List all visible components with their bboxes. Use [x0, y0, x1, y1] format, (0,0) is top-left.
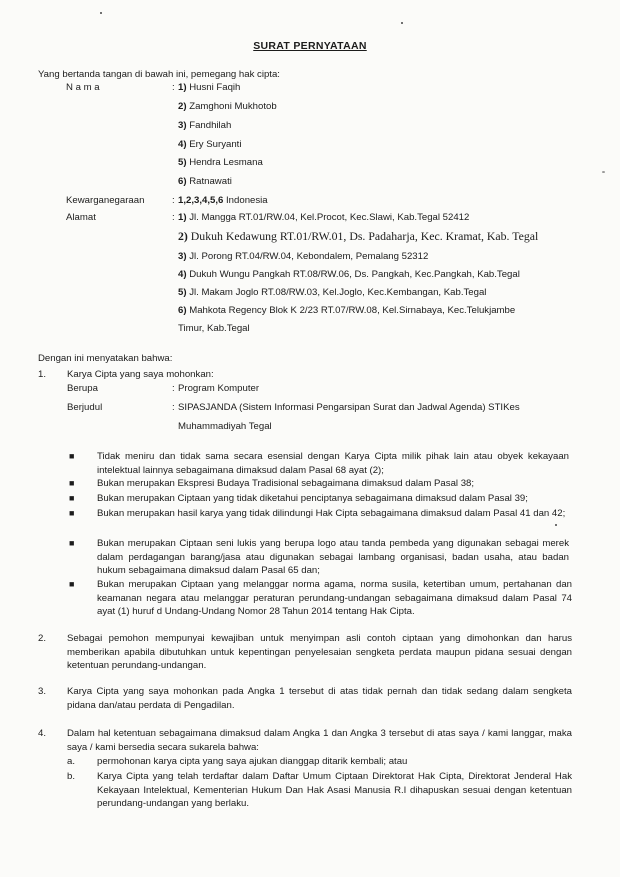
scan-speck [555, 524, 557, 526]
item-number: 3. [38, 686, 47, 697]
bullet-item: Tidak meniru dan tidak sama secara esensial dengan Karya Cipta milik pihak lain atau obyek kekayaan intelektual lainnya sebagaimana dimaksud dalam Pasal 68 ayat (2); [97, 451, 569, 476]
bullet-item: Bukan merupakan Ciptaan yang tidak diketahui penciptanya sebagaimana dimaksud dalam Pasal 39; [97, 493, 528, 504]
scan-speck [401, 22, 403, 24]
bullet-item: Bukan merupakan Ekspresi Budaya Tradisional sebagaimana dimaksud dalam Pasal 38; [97, 478, 475, 489]
item4-text: Dalam hal ketentuan sebagaimana dimaksud dalam Angka 1 dan Angka 3 tersebut di atas saya / kami langgar, maka saya / kami bersedia secara sukarela bahwa: [67, 728, 572, 753]
statement-intro: Dengan ini menyatakan bahwa: [38, 353, 173, 364]
nama-label: N a m a [66, 82, 100, 93]
address-item: 1) Jl. Mangga RT.01/RW.04, Kel.Procot, Kec.Slawi, Kab.Tegal 52412 [178, 212, 470, 223]
alamat-label: Alamat [66, 212, 96, 223]
address-item: 5) Jl. Makam Joglo RT.08/RW.03, Kel.Joglo, Kec.Kembangan, Kab.Tegal [178, 287, 487, 298]
bullet-icon: ■ [69, 451, 75, 461]
scan-speck [100, 12, 102, 14]
item1-text: Karya Cipta yang saya mohonkan: [67, 369, 214, 380]
colon: : [172, 195, 175, 206]
name-item: 3) Fandhilah [178, 120, 232, 131]
sub-item-b-text: Karya Cipta yang telah terdaftar dalam Daftar Umum Ciptaan Direktorat Hak Cipta, Direktorat Jenderal Hak Kekayaan Intelektual, Kementerian Hukum Dan Hak Asasi Manusia R.I dihapuskan sesuai dengan ketentuan perundang-undangan yang berlaku. [97, 771, 572, 810]
address-item: 6) Mahkota Regency Blok K 2/23 RT.07/RW.08, Kel.Sirnabaya, Kec.Telukjambe [178, 305, 516, 316]
kewarganegaraan-label: Kewarganegaraan [66, 195, 145, 206]
sub-item-a-text: permohonan karya cipta yang saya ajukan dianggap ditarik kembali; atau [97, 756, 408, 767]
berjudul-value: SIPASJANDA (Sistem Informasi Pengarsipan Surat dan Jadwal Agenda) STIKes [178, 402, 520, 413]
address-item: 4) Dukuh Wungu Pangkah RT.08/RW.06, Ds. Pangkah, Kec.Pangkah, Kab.Tegal [178, 269, 520, 280]
bullet-item: Bukan merupakan Ciptaan yang melanggar norma agama, norma susila, ketertiban umum, pertahanan dan keamanan negara atau melanggar peraturan perundang-undangan sebagaimana dimaksud dalam Pasal 74 ayat (1) huruf d Undang-Undang Nomor 28 Tahun 2014 tentang Hak Cipta. [97, 579, 572, 618]
scan-speck [602, 171, 605, 173]
document-title: SURAT PERNYATAAN [253, 40, 367, 52]
item2-text: Sebagai pemohon mempunyai kewajiban untuk menyimpan asli contoh ciptaan yang dimohonkan dan harus memberikan apabila dibutuhkan untuk kepentingan penyelesaian sengketa perdata maupun pidana sesuai dengan ketentuan perundang-undangan. [67, 633, 572, 672]
bullet-item: Bukan merupakan hasil karya yang tidak dilindungi Hak Cipta sebagaimana dimaksud dalam Pasal 41 dan 42; [97, 508, 566, 519]
bullet-icon: ■ [69, 478, 75, 488]
address-item: 2) Dukuh Kedawung RT.01/RW.01, Ds. Padaharja, Kec. Kramat, Kab. Tegal [178, 229, 539, 243]
name-item: 2) Zamghoni Mukhotob [178, 101, 277, 112]
item-number: 4. [38, 728, 47, 739]
item-number: 1. [38, 369, 47, 380]
colon: : [172, 212, 175, 223]
name-item: 5) Hendra Lesmana [178, 157, 263, 168]
colon: : [172, 383, 175, 394]
name-item: 4) Ery Suryanti [178, 139, 242, 150]
berjudul-label: Berjudul [67, 402, 103, 413]
name-item: 1) Husni Faqih [178, 82, 241, 93]
colon: : [172, 82, 175, 93]
bullet-item: Bukan merupakan Ciptaan seni lukis yang berupa logo atau tanda pembeda yang digunakan sebagai merek dalam perdagangan barang/jasa atau digunakan sebagai lambang organisasi, badan usaha, atau badan hukum sebagaimana dimaksud dalam Pasal 65 dan; [97, 538, 569, 577]
address-item-continuation: Timur, Kab.Tegal [178, 323, 250, 334]
address-item: 3) Jl. Porong RT.04/RW.04, Kebondalem, Pemalang 52312 [178, 251, 429, 262]
bullet-icon: ■ [69, 538, 75, 548]
berjudul-value-line2: Muhammadiyah Tegal [178, 421, 272, 432]
berupa-value: Program Komputer [178, 383, 260, 394]
colon: : [172, 402, 175, 413]
bullet-icon: ■ [69, 508, 75, 518]
bullet-icon: ■ [69, 493, 75, 503]
kewarganegaraan-value: 1,2,3,4,5,6 Indonesia [178, 195, 268, 206]
berupa-label: Berupa [67, 383, 98, 394]
item-number: 2. [38, 633, 47, 644]
item3-text: Karya Cipta yang saya mohonkan pada Angka 1 tersebut di atas tidak pernah dan tidak sedang dalam sengketa pidana dan/atau perdata di Pengadilan. [67, 686, 572, 711]
bullet-icon: ■ [69, 579, 75, 589]
name-item: 6) Ratnawati [178, 176, 232, 187]
sub-item-label: a. [67, 756, 76, 767]
sub-item-label: b. [67, 771, 76, 782]
intro-text: Yang bertanda tangan di bawah ini, pemegang hak cipta: [38, 69, 280, 80]
